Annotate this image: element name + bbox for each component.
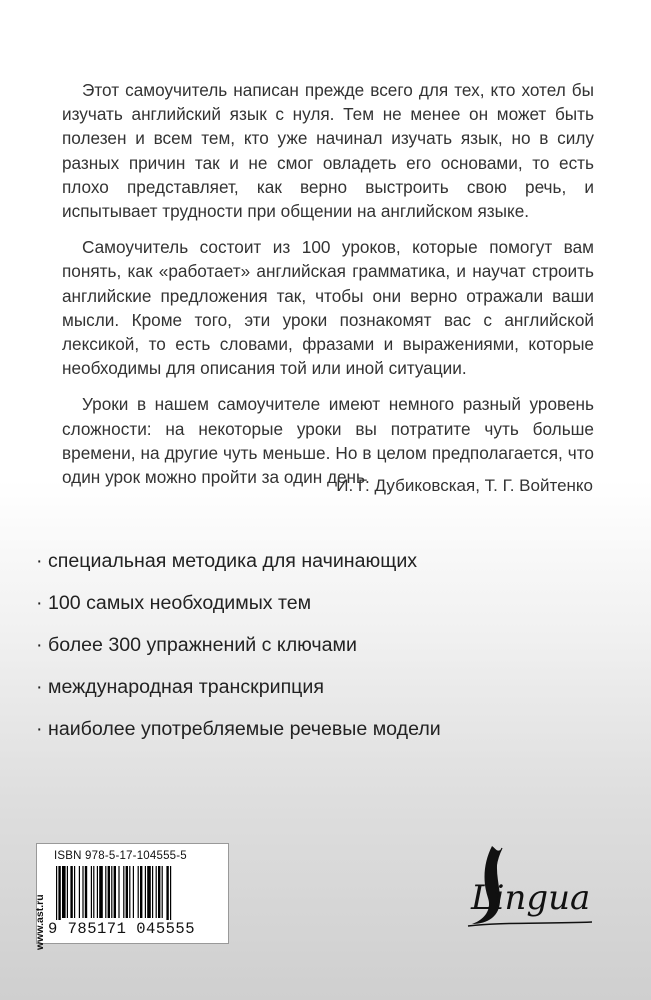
description-paragraph-3: Уроки в нашем самоучителе имеют немного разный уровень сложности: на некоторые уроки вы потратите чуть больше времени, на другие чуть меньше. Но в целом предполагается, что один урок можно пройти за один день.	[62, 394, 594, 488]
barcode-bar	[158, 866, 160, 918]
feature-list	[36, 540, 616, 750]
barcode-bar	[74, 866, 75, 918]
barcode-bar	[111, 866, 112, 918]
ean-digits: 9 785171 045555	[48, 920, 222, 938]
barcode-bar	[156, 866, 157, 918]
barcode-bar	[126, 866, 128, 918]
barcode-bar	[85, 866, 87, 918]
barcode-bar	[70, 866, 72, 918]
barcode-bar	[152, 866, 153, 918]
barcode-bar	[99, 866, 103, 918]
publisher-website: www.ast.ru	[34, 894, 46, 950]
feature-text: международная транскрипция	[48, 676, 324, 698]
bullet-icon: ·	[36, 676, 43, 698]
lingua-logo-text: Lingua	[471, 878, 591, 918]
feature-item	[36, 666, 616, 708]
barcode-bar	[67, 866, 68, 918]
feature-text: более 300 упражнений с ключами	[48, 634, 357, 656]
feature-item	[36, 708, 616, 750]
barcode-icon	[54, 866, 218, 926]
barcode-bar	[145, 866, 146, 918]
barcode-bar	[129, 866, 130, 918]
barcode-bar	[162, 866, 163, 918]
feature-text: наиболее употребляемые речевые модели	[48, 718, 441, 740]
description-paragraph-2: Самоучитель состоит из 100 уроков, которые помогут вам понять, как «работает» английская грамматика, и научат строить английские предложения так, чтобы они верно отражали ваши мысли. Кроме того, эти уроки познакомят вас с английской лексикой, то есть словами, фразами и выражениями, которые необходимы для описания той или иной ситуации.	[62, 237, 594, 379]
bullet-icon: ·	[36, 718, 43, 740]
bullet-icon: ·	[36, 592, 43, 614]
barcode-bar	[108, 866, 110, 918]
barcode-bar	[97, 866, 98, 918]
barcode-bar	[123, 866, 124, 918]
barcode-bar	[93, 866, 94, 918]
bullet-icon: ·	[36, 550, 43, 572]
feature-item	[36, 624, 616, 666]
barcode-bar	[62, 866, 66, 918]
barcode-bar	[147, 866, 151, 918]
isbn-label: ISBN 978-5-17-104555-5	[54, 850, 187, 862]
barcode-bar	[166, 866, 168, 926]
barcode-bar	[82, 866, 83, 918]
barcode-bar	[114, 866, 116, 918]
bullet-icon: ·	[36, 634, 43, 656]
feature-text: специальная методика для начинающих	[48, 550, 418, 572]
barcode-bar	[133, 866, 134, 918]
barcode-bar	[91, 866, 92, 918]
feature-item	[36, 540, 616, 582]
barcode-bar	[79, 866, 80, 918]
feature-text: 100 самых необходимых тем	[48, 592, 312, 614]
barcode-bar	[105, 866, 106, 918]
barcode-bar	[140, 866, 142, 918]
authors: И. Г. Дубиковская, Т. Г. Войтенко	[336, 476, 593, 495]
description	[62, 78, 594, 489]
barcode-bar	[138, 866, 139, 918]
barcode-bar	[56, 866, 57, 926]
barcode-bar	[170, 866, 171, 926]
feature-item	[36, 582, 616, 624]
description-paragraph-1: Этот самоучитель написан прежде всего для тех, кто хотел бы изучать английский язык с нуля. Тем не менее он может быть полезен и всем тем, кто уже начинал изучать язык, но в силу разных причин так и не смог овладеть его основами, то есть плохо представляет, как верно выстроить свою речь, и испытывает трудности при общении на английском языке.	[62, 80, 594, 222]
barcode-bar	[58, 866, 60, 926]
barcode-bar	[118, 866, 119, 918]
